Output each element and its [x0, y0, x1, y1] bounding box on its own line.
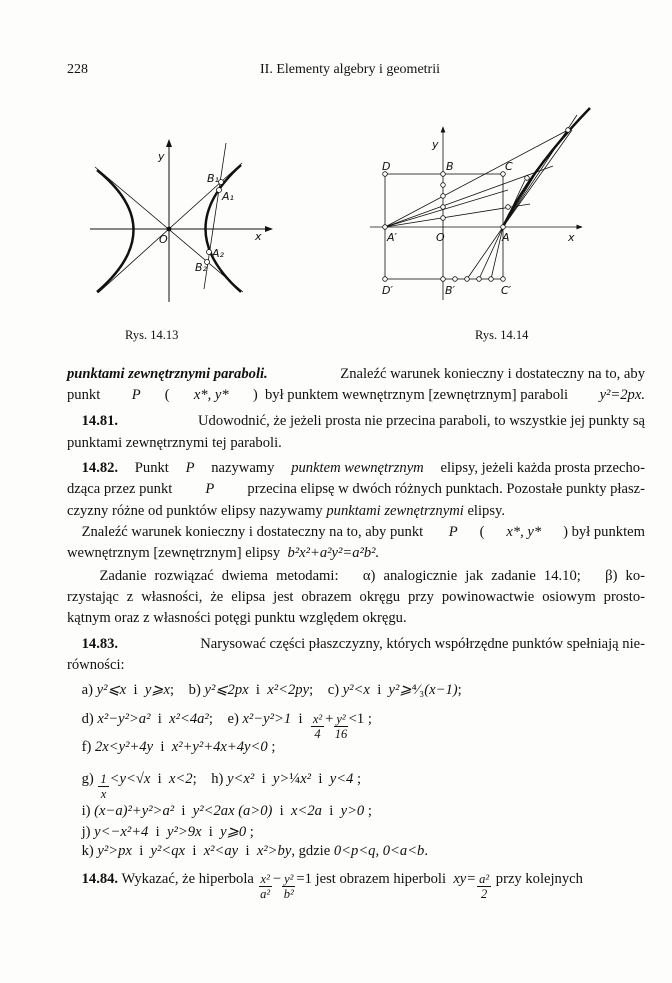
math-expression: x²+y²+4x+4y<0 — [171, 739, 268, 755]
math-expression: b²x²+a²y²=a²b². — [287, 545, 380, 561]
text-segment: ; — [267, 739, 276, 755]
text-line — [67, 610, 645, 627]
label-x: x — [568, 231, 575, 244]
problem-number: punktami zewnętrznymi paraboli. — [67, 366, 268, 382]
text-segment: i — [369, 682, 389, 698]
text-line — [67, 545, 645, 562]
text-segment: i — [254, 771, 273, 787]
fraction-denominator: 2 — [481, 887, 488, 901]
running-title: II. Elementy algebry i geometrii — [260, 62, 440, 77]
hyperbola-left-branch — [97, 170, 134, 292]
text-line — [67, 435, 645, 452]
text-segment: i — [291, 711, 310, 727]
label-c-prime: C′ — [501, 284, 512, 297]
text-segment: czyzny różne od punktów elipsy nazywamy — [67, 503, 327, 519]
problem-number: 14.82. — [67, 460, 119, 476]
text-line — [67, 739, 645, 756]
text-segment: i — [131, 843, 151, 859]
text-line — [67, 871, 645, 901]
math-expression: x²−y²>1 — [242, 711, 292, 727]
label-y: y — [158, 150, 165, 163]
label-x: x — [255, 230, 262, 243]
math-expression: P — [131, 387, 141, 403]
text-segment: i — [148, 824, 167, 840]
math-expression: P — [185, 460, 195, 476]
text-segment: ( — [164, 387, 170, 403]
text-segment: Narysować części płaszczyzny, których współrzędne punktów spełniają nie- — [196, 636, 645, 652]
math-expression: x²<4a² — [169, 711, 209, 727]
page-number: 228 — [67, 62, 88, 77]
label-b: B — [446, 160, 454, 173]
text-segment: ¼ — [289, 771, 301, 787]
text-segment: ; — [353, 771, 362, 787]
label-d-prime: D′ — [382, 284, 393, 297]
math-expression: x²>by — [256, 843, 292, 859]
fraction-numerator: y² — [336, 712, 346, 726]
math-expression: x²<2py — [267, 682, 310, 698]
fraction-denominator: 4 — [314, 727, 321, 741]
math-expression: <y<√x — [109, 771, 151, 787]
text-segment: Wykazać, że hiperbola — [118, 871, 258, 887]
text-segment: kątnym oraz z własności potęgi punktu względem okręgu. — [67, 610, 407, 626]
fraction-numerator: a² — [479, 872, 490, 886]
math-expression: y²<2ax (a>0) — [192, 803, 273, 819]
text-segment: <1 ; — [348, 711, 372, 727]
math-expression: 0<p<q, 0<a<b — [333, 843, 425, 859]
text-line — [67, 843, 645, 860]
figure-caption: Rys. 14.13 — [125, 328, 179, 342]
text-segment: ) był punktem wewnętrznym [zewnętrznym] paraboli — [252, 387, 576, 403]
text-segment: ; h) — [192, 771, 228, 787]
text-segment: elipsy, jeżeli każda prosta przecho- — [436, 460, 645, 476]
figures — [0, 0, 672, 330]
text-line — [67, 413, 645, 430]
text-line — [67, 387, 645, 404]
text-segment: ; — [246, 824, 254, 840]
label-a2: A₂ — [212, 247, 224, 260]
text-line — [67, 524, 645, 541]
text-segment: =1 jest obrazem hiperboli — [296, 871, 454, 887]
text-segment: d) — [67, 711, 98, 727]
text-line — [67, 481, 645, 498]
math-expression: y<4 — [329, 771, 354, 787]
label-a-prime: A′ — [387, 231, 398, 244]
math-expression: y⩾x — [144, 682, 170, 698]
text-segment: dząca przez punkt — [67, 481, 176, 497]
math-expression: y²<qx — [150, 843, 186, 859]
math-expression: (x−1) — [424, 682, 458, 698]
text-line — [67, 636, 645, 653]
text-segment: , gdzie — [291, 843, 334, 859]
math-expression: y²⩽x — [96, 682, 127, 698]
math-expression: P — [205, 481, 215, 497]
fraction — [311, 712, 324, 741]
fraction — [334, 712, 347, 741]
math-expression: y²>px — [97, 843, 132, 859]
text-segment: ; — [457, 682, 462, 698]
text-segment: − — [272, 871, 282, 887]
math-expression: y²=2px. — [599, 387, 645, 403]
figure-parabola-construction — [370, 108, 590, 300]
text-segment: i — [201, 824, 221, 840]
text-segment: a) — [67, 682, 97, 698]
text-segment: i — [238, 843, 257, 859]
text-line — [67, 503, 645, 520]
text-segment: ; e) — [208, 711, 243, 727]
text-line — [67, 823, 645, 841]
text-segment: wewnętrznym [zewnętrznym] elipsy — [67, 545, 288, 561]
text-segment: i — [126, 682, 145, 698]
fraction-denominator: x — [100, 787, 107, 801]
text-segment: i — [185, 843, 204, 859]
math-expression: y²<x — [342, 682, 370, 698]
text-segment: i — [150, 771, 169, 787]
label-o: O — [436, 231, 445, 244]
math-expression: x<2 — [168, 771, 193, 787]
text-segment: ; c) — [309, 682, 343, 698]
math-expression: x²−y²>a² — [97, 711, 151, 727]
fraction — [259, 872, 272, 901]
fraction-denominator: b² — [283, 887, 294, 901]
math-expression: punktem wewnętrznym — [291, 460, 424, 476]
text-segment: i) — [67, 803, 95, 819]
label-d: D — [382, 160, 391, 173]
text-segment: i — [272, 803, 292, 819]
fraction-numerator: x² — [260, 872, 270, 886]
rectangle — [385, 174, 503, 279]
text-segment: Znaleźć warunek konieczny i dostateczny na to, aby punkt — [67, 524, 427, 540]
text-segment: i — [311, 771, 330, 787]
text-line — [67, 771, 645, 801]
math-expression: y²⩽2px — [204, 682, 249, 698]
text-line — [67, 589, 645, 606]
fraction — [98, 772, 108, 801]
problem-number: 14.83. — [67, 636, 119, 652]
text-segment: Znaleźć warunek konieczny i dostateczny na to, aby — [336, 366, 645, 382]
fraction-numerator: x² — [312, 712, 323, 726]
text-line — [67, 711, 645, 741]
label-b2: B₂ — [195, 261, 207, 274]
text-segment: przecina elipsę w dwóch różnych punktach. Pozostałe punkty płasz- — [243, 481, 645, 497]
text-segment: ; b) — [170, 682, 205, 698]
text-segment: j) — [67, 824, 95, 840]
text-segment: punktami zewnętrznymi tej paraboli. — [67, 435, 282, 451]
math-expression: x*, y* — [506, 524, 542, 540]
text-segment: ) był punktem — [563, 524, 645, 540]
fraction-numerator: 1 — [100, 772, 107, 786]
math-expression: P — [448, 524, 458, 540]
text-segment: k) — [67, 843, 98, 859]
text-segment: nazywamy — [207, 460, 279, 476]
text-segment: ( — [479, 524, 485, 540]
text-segment: elipsy. — [463, 503, 506, 519]
text-segment: . — [424, 843, 429, 859]
math-expression: y>0 — [340, 803, 365, 819]
math-expression: y²⩾ — [388, 682, 412, 698]
text-line — [67, 366, 645, 383]
math-expression: punktami zewnętrznymi — [326, 503, 464, 519]
label-a1: A₁ — [222, 190, 234, 203]
text-segment: i — [248, 682, 268, 698]
math-expression: x²<ay — [203, 843, 239, 859]
text-segment: przy kolejnych — [492, 871, 583, 887]
math-expression: y<x² — [227, 771, 255, 787]
label-a: A — [502, 231, 510, 244]
math-expression: x<2a — [291, 803, 322, 819]
math-expression: (x−a)²+y²>a² — [94, 803, 175, 819]
fraction — [282, 872, 295, 901]
text-segment: i — [321, 803, 341, 819]
text-segment: g) — [67, 771, 98, 787]
math-expression: 2x<y²+4y — [94, 739, 154, 755]
text-line — [67, 568, 645, 585]
text-segment: f) — [67, 739, 95, 755]
problem-number: 14.81. — [67, 413, 119, 429]
math-expression: xy= — [453, 871, 477, 887]
math-expression: x*, y* — [193, 387, 229, 403]
text-segment: Zadanie rozwiązać dwiema metodami: α) analogicznie jak zadanie 14.10; β) ko- — [67, 568, 645, 584]
text-segment: Punkt — [131, 460, 173, 476]
text-segment: + — [325, 711, 334, 727]
math-expression: y> — [272, 771, 290, 787]
math-expression: y²>9x — [167, 824, 202, 840]
label-o: O — [159, 233, 168, 246]
label-b1: B₁ — [207, 172, 219, 185]
text-segment: punkt — [67, 387, 108, 403]
math-expression: y<−x²+4 — [94, 824, 149, 840]
text-line — [67, 681, 645, 699]
text-line — [67, 803, 645, 820]
text-segment: ; — [364, 803, 372, 819]
text-segment: ⁴⁄₃ — [411, 682, 425, 698]
math-expression: y⩾0 — [220, 824, 247, 840]
text-segment: równości: — [67, 657, 125, 673]
fraction — [477, 872, 491, 901]
fraction-denominator: 16 — [334, 727, 348, 741]
label-y: y — [432, 138, 439, 151]
fraction-numerator: y² — [284, 872, 294, 886]
text-line — [67, 460, 645, 477]
text-line — [67, 657, 645, 674]
text-segment: i — [153, 739, 172, 755]
figure-hyperbola — [90, 140, 272, 302]
text-segment: rzystając z własności, że elipsa jest obrazem okręgu przy powinowactwie osiowym prosto- — [67, 589, 645, 605]
math-expression: x² — [300, 771, 312, 787]
text-segment: i — [150, 711, 170, 727]
text-segment: Udowodnić, że jeżeli prosta nie przecina paraboli, to wszystkie jej punkty są — [194, 413, 645, 429]
fraction-denominator: a² — [260, 887, 271, 901]
label-b-prime: B′ — [445, 284, 456, 297]
label-c: C — [505, 160, 513, 173]
figure-caption: Rys. 14.14 — [475, 328, 529, 342]
text-segment: i — [174, 803, 193, 819]
problem-number: 14.84. — [67, 871, 119, 887]
